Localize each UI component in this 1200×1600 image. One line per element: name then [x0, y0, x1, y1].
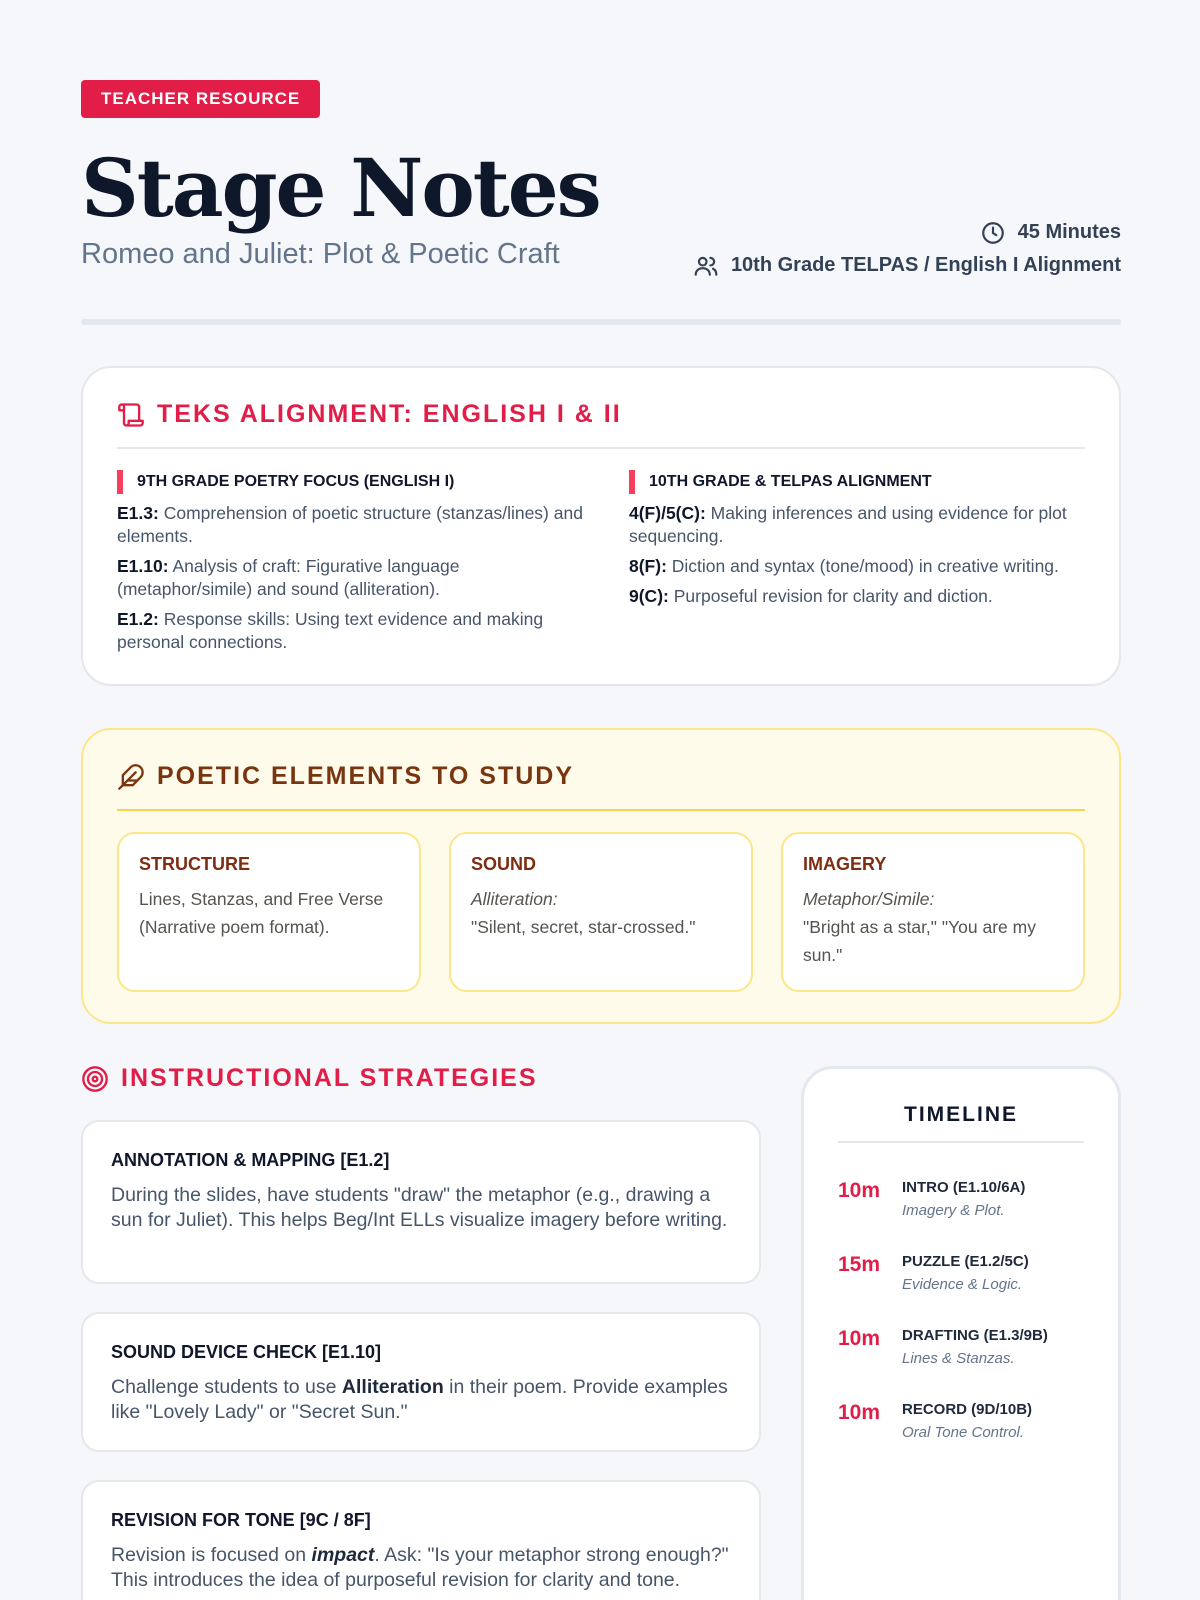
- scroll-icon: [117, 401, 145, 429]
- teks-text: Analysis of craft: Figurative language (metaphor/simile) and sound (alliteration).: [117, 556, 460, 599]
- element-card-structure: [117, 832, 421, 992]
- strategy-text: . Ask: "Is your metaphor strong enough?" This introduces the idea of purposeful revision for clarity and tone.: [111, 1544, 729, 1591]
- teks-text: Making inferences and using evidence for plot sequencing.: [629, 503, 1067, 546]
- timeline-sub: Lines & Stanzas.: [902, 1350, 1015, 1367]
- element-label: Metaphor/Simile:: [803, 889, 935, 909]
- teks-item: [629, 585, 1099, 608]
- strategy-card-annotation: [81, 1120, 761, 1284]
- timeline-row: [838, 1325, 1098, 1371]
- target-icon: [81, 1065, 109, 1093]
- timeline-info: [902, 1325, 1048, 1371]
- timeline-row: [838, 1399, 1098, 1445]
- teks-code: E1.3:: [117, 503, 159, 523]
- teks-code: 8(F):: [629, 556, 667, 576]
- element-text: "Silent, secret, star-crossed.": [471, 917, 696, 937]
- element-title: STRUCTURE: [139, 854, 250, 874]
- teks-column-heading: 9TH GRADE POETRY FOCUS (ENGLISH I): [117, 470, 587, 494]
- timeline-row: [838, 1177, 1098, 1223]
- element-body: [803, 885, 1063, 969]
- page-subtitle: Romeo and Juliet: Plot & Poetic Craft: [81, 238, 560, 270]
- strategy-title: ANNOTATION & MAPPING [E1.2]: [111, 1150, 390, 1170]
- strategy-title: REVISION FOR TONE [9C / 8F]: [111, 1510, 371, 1530]
- timeline-duration: 10m: [838, 1179, 881, 1202]
- timeline-row: [838, 1251, 1098, 1297]
- page-title: Stage Notes: [81, 141, 600, 235]
- timeline-sub: Evidence & Logic.: [902, 1276, 1023, 1293]
- teks-text: Comprehension of poetic structure (stanzas/lines) and elements.: [117, 503, 583, 546]
- teks-header: [117, 400, 1085, 449]
- teks-text: Purposeful revision for clarity and diction.: [673, 586, 993, 606]
- timeline-duration: 10m: [838, 1327, 881, 1350]
- strategy-text: in their poem. Provide examples like "Lovely Lady" or "Secret Sun.": [111, 1376, 728, 1423]
- timeline-info: [902, 1251, 1029, 1297]
- teks-code: E1.10:: [117, 556, 169, 576]
- strategy-card-sound-check: [81, 1312, 761, 1452]
- timeline-info: [902, 1177, 1025, 1223]
- timeline-duration: 15m: [838, 1253, 881, 1276]
- teks-code: E1.2:: [117, 609, 159, 629]
- strategy-emphasis: Alliteration: [341, 1376, 444, 1398]
- teks-column-9th: [117, 470, 587, 661]
- teks-text: Response skills: Using text evidence and making personal connections.: [117, 609, 544, 652]
- strategies-title: INSTRUCTIONAL STRATEGIES: [121, 1064, 538, 1092]
- teks-column-heading: 10TH GRADE & TELPAS ALIGNMENT: [629, 470, 1099, 494]
- teks-item: [629, 555, 1099, 578]
- element-label: Alliteration:: [471, 889, 558, 909]
- poetic-title: POETIC ELEMENTS TO STUDY: [157, 762, 575, 790]
- element-text: Lines, Stanzas, and Free Verse (Narrative poem format).: [139, 889, 384, 937]
- strategy-card-revision: [81, 1480, 761, 1600]
- element-text: "Bright as a star," "You are my sun.": [803, 917, 1036, 965]
- strategy-body: [111, 1375, 731, 1425]
- strategy-text: Challenge students to use: [111, 1376, 342, 1398]
- teacher-resource-badge: TEACHER RESOURCE: [81, 80, 320, 118]
- lesson-meta: [693, 216, 1121, 282]
- teks-item: [117, 502, 587, 548]
- timeline-label: RECORD (9D/10B): [902, 1401, 1033, 1418]
- element-body: [471, 885, 731, 941]
- timeline-title: TIMELINE: [838, 1103, 1084, 1143]
- duration-text: 45 Minutes: [1017, 221, 1121, 243]
- teks-item: [117, 555, 587, 601]
- strategy-text: During the slides, have students "draw" the metaphor (e.g., drawing a sun for Juliet). This helps Beg/Int ELLs visualize imagery before writing.: [111, 1184, 728, 1231]
- poetic-header: [117, 762, 1085, 811]
- timeline-label: INTRO (E1.10/6A): [902, 1179, 1026, 1196]
- clock-icon: [980, 220, 1006, 246]
- element-title: IMAGERY: [803, 854, 887, 874]
- teks-code: 4(F)/5(C):: [629, 503, 706, 523]
- timeline-sub: Imagery & Plot.: [902, 1202, 1005, 1219]
- teks-card: [81, 366, 1121, 686]
- timeline-duration: 10m: [838, 1401, 881, 1424]
- teks-item: [629, 502, 1099, 548]
- header-divider: [81, 319, 1121, 325]
- poetic-elements-card: [81, 728, 1121, 1024]
- timeline-label: DRAFTING (E1.3/9B): [902, 1327, 1048, 1344]
- element-card-sound: [449, 832, 753, 992]
- audience-text: 10th Grade TELPAS / English I Alignment: [730, 254, 1121, 276]
- users-icon: [693, 253, 719, 279]
- timeline-info: [902, 1399, 1032, 1445]
- element-card-imagery: [781, 832, 1085, 992]
- timeline-card: [801, 1066, 1121, 1600]
- timeline-sub: Oral Tone Control.: [902, 1424, 1025, 1441]
- timeline-label: PUZZLE (E1.2/5C): [902, 1253, 1029, 1270]
- strategies-header: [81, 1064, 538, 1093]
- element-title: SOUND: [471, 854, 537, 874]
- strategy-body: [111, 1543, 731, 1593]
- teks-text: Diction and syntax (tone/mood) in creative writing.: [671, 556, 1059, 576]
- teks-title: TEKS ALIGNMENT: ENGLISH I & II: [157, 400, 622, 428]
- teks-column-10th: [629, 470, 1099, 615]
- strategy-emphasis: impact: [311, 1544, 375, 1566]
- feather-icon: [117, 763, 145, 791]
- teks-code: 9(C):: [629, 586, 669, 606]
- teks-item: [117, 608, 587, 654]
- duration-row: [693, 216, 1121, 249]
- strategy-title: SOUND DEVICE CHECK [E1.10]: [111, 1342, 382, 1362]
- strategy-text: Revision is focused on: [111, 1544, 312, 1566]
- audience-row: [693, 249, 1121, 282]
